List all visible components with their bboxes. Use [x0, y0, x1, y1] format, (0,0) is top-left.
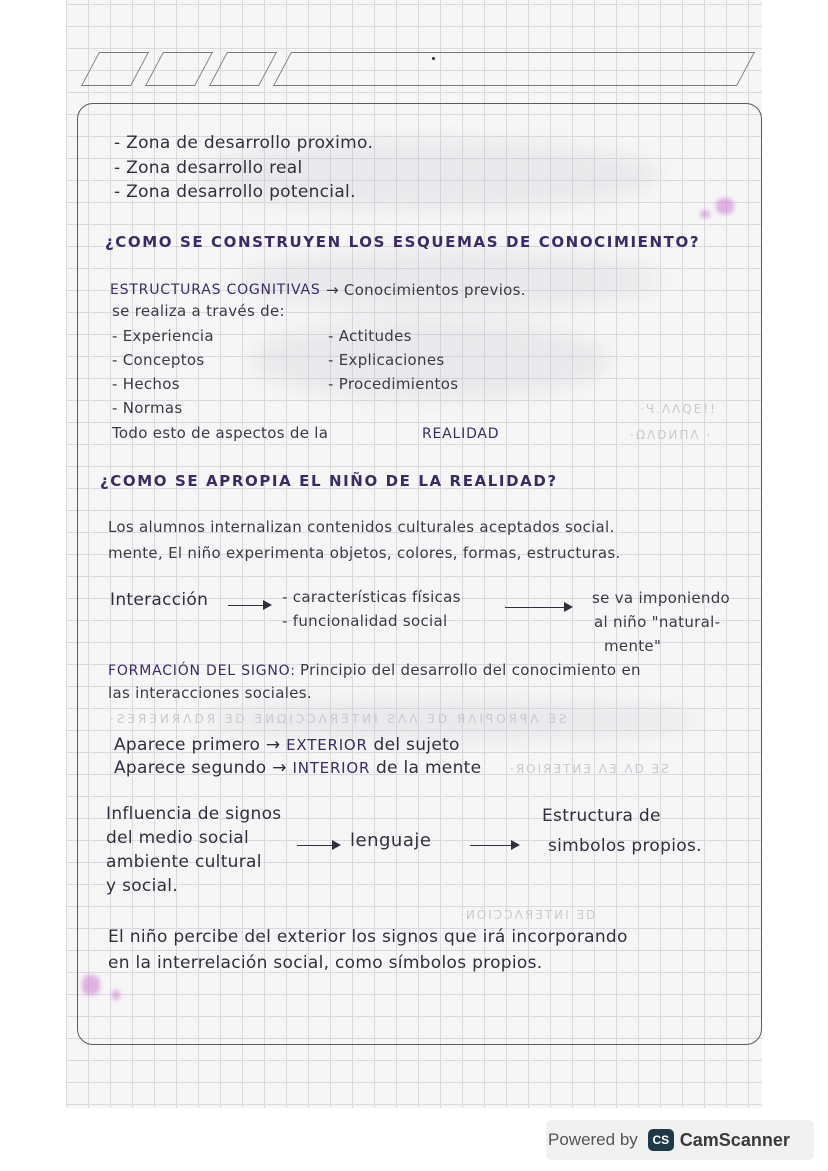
camscanner-brand: CamScanner — [679, 1129, 790, 1150]
estructura-line: simbolos propios. — [548, 836, 702, 856]
todo-line-prefix: Todo esto de aspectos de la — [112, 424, 329, 442]
heading-esquemas: ¿COMO SE CONSTRUYEN LOS ESQUEMAS DE CONOCIMIENTO? — [105, 233, 701, 251]
left-list-item: - Conceptos — [112, 351, 205, 369]
conclusion-line-1: El niño percibe del exterior los signos que irá incorporando — [108, 927, 628, 947]
camscanner-logo-icon: CS — [648, 1129, 674, 1151]
interaccion-result: se va imponiendo — [592, 589, 731, 607]
formacion-line-1: Principio del desarrollo del conocimiento en — [300, 661, 641, 679]
left-list-item: - Normas — [112, 399, 183, 417]
heading-apropia: ¿COMO SE APROPIA EL NIÑO DE LA REALIDAD? — [100, 472, 558, 490]
influencia-line: ambiente cultural — [106, 852, 262, 872]
conclusion-line-2: en la interrelación social, como símbolos propios. — [108, 953, 543, 973]
influencia-line: del medio social — [106, 828, 249, 848]
interaccion-result: al niño "natural- — [594, 613, 721, 631]
estructuras-arrow-text: → Conocimientos previos. — [326, 281, 526, 299]
arrow-icon — [228, 605, 270, 606]
highlight-mark — [82, 975, 100, 995]
header-tab-3 — [209, 52, 277, 86]
interaccion-item: - funcionalidad social — [282, 612, 448, 630]
left-list-item: - Experiencia — [112, 327, 214, 345]
header-tab-wide — [273, 52, 755, 86]
ink-dot — [432, 57, 435, 60]
interaccion-label: Interacción — [110, 590, 209, 610]
todo-line-caps: REALIDAD — [422, 426, 500, 442]
powered-by-text: Powered by — [548, 1130, 638, 1149]
show-through-text: ·Ч.ΛΛQЕ!! — [640, 402, 717, 416]
interaccion-result: mente" — [604, 637, 662, 655]
estructura-line: Estructura de — [542, 806, 661, 826]
zona-line-3: - Zona desarrollo potencial. — [114, 182, 356, 202]
influencia-line: Influencia de signos — [106, 804, 282, 824]
formacion-label: FORMACIÓN DEL SIGNO: — [108, 663, 296, 679]
arrow-icon — [505, 607, 571, 608]
lenguaje-label: lenguaje — [350, 830, 432, 851]
show-through-text: ·ЯOIЯƎTИƎ ΛƎ ΛD ƎƧ — [510, 762, 671, 776]
influencia-line: y social. — [106, 876, 179, 896]
highlight-mark — [700, 210, 710, 218]
paragraph-1-line-2: mente, El niño experimenta objetos, colores, formas, estructuras. — [108, 544, 621, 562]
right-list-item: - Actitudes — [328, 327, 412, 345]
highlight-mark — [112, 990, 120, 1000]
show-through-text: ·ИÓIƆƆΛЯƎTИI ƎD — [460, 908, 598, 922]
formacion-line-2: las interacciones sociales. — [108, 684, 312, 702]
arrow-icon — [297, 845, 339, 846]
zona-line-2: - Zona desarrollo real — [114, 158, 303, 178]
left-list-item: - Hechos — [112, 375, 180, 393]
arrow-icon — [470, 845, 518, 846]
estructuras-line-2: se realiza a través de: — [112, 302, 285, 320]
header-tab-2 — [145, 52, 213, 86]
right-list-item: - Procedimientos — [328, 375, 459, 393]
header-tab-1 — [81, 52, 149, 86]
aparece-primero: Aparece primero → EXTERIOR del sujeto — [114, 735, 460, 755]
interaccion-item: - características físicas — [282, 588, 461, 606]
show-through-text: ·ΩΛDИΠΛ · — [630, 428, 713, 442]
estructuras-label: ESTRUCTURAS COGNITIVAS — [110, 282, 321, 298]
aparece-segundo: Aparece segundo → INTERIOR de la mente — [114, 758, 482, 778]
highlight-mark — [716, 198, 734, 214]
header-tabs — [82, 52, 762, 86]
camscanner-footer — [548, 1122, 790, 1158]
paragraph-1-line-1: Los alumnos internalizan contenidos culturales aceptados social. — [108, 518, 615, 536]
zona-line-1: - Zona de desarrollo proximo. — [114, 133, 374, 153]
right-list-item: - Explicaciones — [328, 351, 445, 369]
show-through-text: ·ƧƎЯƎИЯΛDЯ ƎD ƎИΩIƆƆΛЯƎTИI ƧΛΛ ƎD ЯΛIꟼOЯꟼΛ ƎƧ — [110, 712, 570, 726]
